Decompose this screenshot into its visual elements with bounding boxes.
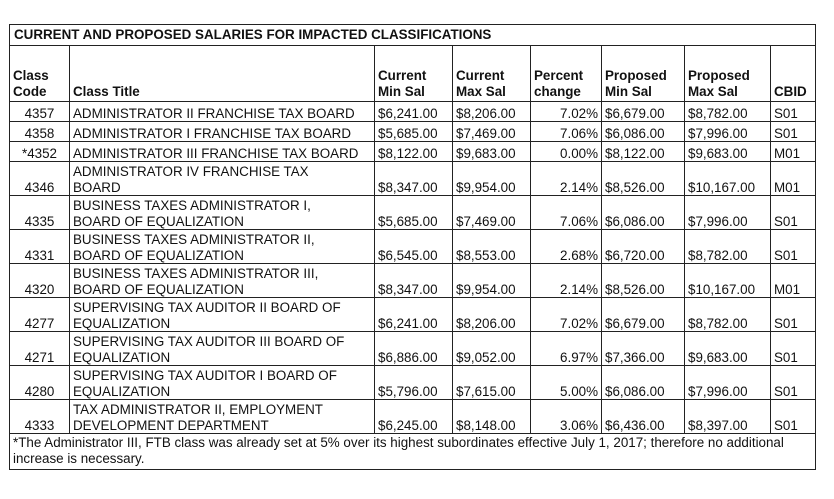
cell-proposed-min-sal: $8,526.00 bbox=[602, 264, 685, 298]
cell-cbid: S01 bbox=[771, 400, 816, 434]
table-title-row bbox=[10, 25, 816, 46]
cell-cbid: S01 bbox=[771, 122, 816, 142]
cell-percent-change: 0.00% bbox=[531, 142, 602, 162]
header-current-max-sal bbox=[453, 46, 531, 102]
cell-current-max-sal: $9,954.00 bbox=[453, 162, 531, 196]
header-line: Percent bbox=[534, 68, 584, 83]
footnote-row bbox=[10, 434, 816, 470]
header-line: Class Title bbox=[73, 83, 140, 99]
class-title-line: ADMINISTRATOR I FRANCHISE TAX BOARD bbox=[73, 125, 352, 141]
cell-current-min-sal: $8,122.00 bbox=[375, 142, 453, 162]
cell-proposed-max-sal: $7,996.00 bbox=[685, 366, 771, 400]
cell-class-title bbox=[70, 332, 375, 366]
class-title-line: ADMINISTRATOR III FRANCHISE TAX BOARD bbox=[73, 145, 359, 161]
cell-current-max-sal: $7,615.00 bbox=[453, 366, 531, 400]
cell-class-code: 4280 bbox=[10, 366, 70, 400]
cell-proposed-max-sal: $8,782.00 bbox=[685, 298, 771, 332]
class-title-line: ADMINISTRATOR II FRANCHISE TAX BOARD bbox=[73, 105, 355, 121]
cell-cbid: M01 bbox=[771, 142, 816, 162]
cell-cbid: M01 bbox=[771, 264, 816, 298]
cell-current-min-sal: $6,545.00 bbox=[375, 230, 453, 264]
cell-percent-change: 6.97% bbox=[531, 332, 602, 366]
cell-current-max-sal: $8,206.00 bbox=[453, 298, 531, 332]
cell-class-code: 4331 bbox=[10, 230, 70, 264]
cell-proposed-min-sal: $8,122.00 bbox=[602, 142, 685, 162]
cell-current-max-sal: $9,954.00 bbox=[453, 264, 531, 298]
cell-current-max-sal: $9,683.00 bbox=[453, 142, 531, 162]
cell-proposed-min-sal: $6,086.00 bbox=[602, 366, 685, 400]
salary-table bbox=[9, 24, 816, 470]
class-title-line: BOARD bbox=[73, 179, 121, 195]
header-class-title bbox=[70, 46, 375, 102]
header-line: Class bbox=[13, 68, 49, 83]
cell-current-min-sal: $6,886.00 bbox=[375, 332, 453, 366]
class-title-line: EQUALIZATION bbox=[73, 315, 171, 331]
class-title-line: SUPERVISING TAX AUDITOR I BOARD OF bbox=[73, 368, 337, 383]
cell-cbid: S01 bbox=[771, 102, 816, 122]
cell-cbid: S01 bbox=[771, 230, 816, 264]
class-title-line: BUSINESS TAXES ADMINISTRATOR II, bbox=[73, 232, 315, 247]
class-title-line: BOARD OF EQUALIZATION bbox=[73, 213, 244, 229]
cell-class-title bbox=[70, 230, 375, 264]
class-title-line: EQUALIZATION bbox=[73, 383, 171, 399]
header-line: CBID bbox=[774, 83, 807, 99]
header-line: Current bbox=[456, 68, 505, 83]
cell-percent-change: 2.14% bbox=[531, 264, 602, 298]
class-title-line: BUSINESS TAXES ADMINISTRATOR III, bbox=[73, 266, 319, 281]
cell-current-min-sal: $6,241.00 bbox=[375, 102, 453, 122]
class-title-line: BOARD OF EQUALIZATION bbox=[73, 281, 244, 297]
cell-proposed-max-sal: $8,782.00 bbox=[685, 102, 771, 122]
table-header-row bbox=[10, 46, 816, 102]
cell-proposed-max-sal: $8,397.00 bbox=[685, 400, 771, 434]
cell-class-title bbox=[70, 366, 375, 400]
cell-current-min-sal: $5,685.00 bbox=[375, 122, 453, 142]
header-proposed-max-sal bbox=[685, 46, 771, 102]
header-line: Min Sal bbox=[605, 83, 652, 99]
cell-class-title bbox=[70, 102, 375, 122]
class-title-line: BOARD OF EQUALIZATION bbox=[73, 247, 244, 263]
table-row bbox=[10, 400, 816, 434]
cell-class-title bbox=[70, 162, 375, 196]
header-current-min-sal bbox=[375, 46, 453, 102]
cell-proposed-max-sal: $10,167.00 bbox=[685, 162, 771, 196]
table-row bbox=[10, 102, 816, 122]
cell-proposed-min-sal: $6,720.00 bbox=[602, 230, 685, 264]
table-row bbox=[10, 142, 816, 162]
table-row bbox=[10, 230, 816, 264]
cell-class-title bbox=[70, 142, 375, 162]
header-line: Proposed bbox=[688, 68, 750, 83]
table-row bbox=[10, 366, 816, 400]
cell-class-title bbox=[70, 264, 375, 298]
cell-current-max-sal: $8,206.00 bbox=[453, 102, 531, 122]
cell-proposed-min-sal: $7,366.00 bbox=[602, 332, 685, 366]
cell-class-title bbox=[70, 196, 375, 230]
cell-class-title bbox=[70, 122, 375, 142]
table-row bbox=[10, 332, 816, 366]
cell-class-code: 4335 bbox=[10, 196, 70, 230]
cell-current-max-sal: $9,052.00 bbox=[453, 332, 531, 366]
class-title-line: EQUALIZATION bbox=[73, 349, 171, 365]
cell-percent-change: 2.14% bbox=[531, 162, 602, 196]
header-line: Code bbox=[13, 83, 47, 99]
header-line: Proposed bbox=[605, 68, 667, 83]
cell-proposed-min-sal: $6,436.00 bbox=[602, 400, 685, 434]
cell-percent-change: 7.02% bbox=[531, 298, 602, 332]
cell-class-code: 4333 bbox=[10, 400, 70, 434]
cell-class-code: *4352 bbox=[10, 142, 70, 162]
cell-current-max-sal: $7,469.00 bbox=[453, 196, 531, 230]
cell-class-title bbox=[70, 400, 375, 434]
cell-proposed-min-sal: $6,086.00 bbox=[602, 122, 685, 142]
cell-proposed-max-sal: $9,683.00 bbox=[685, 142, 771, 162]
header-cbid bbox=[771, 46, 816, 102]
cell-current-min-sal: $5,796.00 bbox=[375, 366, 453, 400]
cell-cbid: S01 bbox=[771, 332, 816, 366]
cell-proposed-max-sal: $9,683.00 bbox=[685, 332, 771, 366]
table-title: CURRENT AND PROPOSED SALARIES FOR IMPACTED CLASSIFICATIONS bbox=[10, 25, 816, 46]
header-line: change bbox=[534, 83, 581, 99]
cell-cbid: M01 bbox=[771, 162, 816, 196]
table-body bbox=[10, 102, 816, 434]
cell-current-min-sal: $6,245.00 bbox=[375, 400, 453, 434]
cell-cbid: S01 bbox=[771, 366, 816, 400]
cell-class-code: 4271 bbox=[10, 332, 70, 366]
cell-proposed-max-sal: $10,167.00 bbox=[685, 264, 771, 298]
table-row bbox=[10, 122, 816, 142]
cell-proposed-min-sal: $6,086.00 bbox=[602, 196, 685, 230]
class-title-line: SUPERVISING TAX AUDITOR II BOARD OF bbox=[73, 300, 341, 315]
cell-current-min-sal: $6,241.00 bbox=[375, 298, 453, 332]
header-class-code bbox=[10, 46, 70, 102]
cell-percent-change: 5.00% bbox=[531, 366, 602, 400]
cell-percent-change: 7.06% bbox=[531, 196, 602, 230]
cell-current-max-sal: $8,148.00 bbox=[453, 400, 531, 434]
cell-proposed-max-sal: $7,996.00 bbox=[685, 122, 771, 142]
cell-current-min-sal: $8,347.00 bbox=[375, 162, 453, 196]
header-proposed-min-sal bbox=[602, 46, 685, 102]
cell-proposed-max-sal: $7,996.00 bbox=[685, 196, 771, 230]
salary-table-container bbox=[9, 24, 816, 470]
cell-cbid: S01 bbox=[771, 298, 816, 332]
cell-proposed-max-sal: $8,782.00 bbox=[685, 230, 771, 264]
cell-current-min-sal: $8,347.00 bbox=[375, 264, 453, 298]
cell-percent-change: 7.02% bbox=[531, 102, 602, 122]
table-row bbox=[10, 162, 816, 196]
header-line: Max Sal bbox=[456, 83, 506, 99]
header-line: Min Sal bbox=[378, 83, 425, 99]
cell-current-max-sal: $7,469.00 bbox=[453, 122, 531, 142]
cell-class-code: 4346 bbox=[10, 162, 70, 196]
cell-percent-change: 2.68% bbox=[531, 230, 602, 264]
cell-proposed-min-sal: $6,679.00 bbox=[602, 298, 685, 332]
cell-class-code: 4358 bbox=[10, 122, 70, 142]
header-percent-change bbox=[531, 46, 602, 102]
table-row bbox=[10, 196, 816, 230]
cell-percent-change: 7.06% bbox=[531, 122, 602, 142]
cell-current-min-sal: $5,685.00 bbox=[375, 196, 453, 230]
class-title-line: TAX ADMINISTRATOR II, EMPLOYMENT bbox=[73, 402, 323, 417]
cell-cbid: S01 bbox=[771, 196, 816, 230]
class-title-line: ADMINISTRATOR IV FRANCHISE TAX bbox=[73, 164, 309, 179]
header-line: Max Sal bbox=[688, 83, 738, 99]
class-title-line: DEVELOPMENT DEPARTMENT bbox=[73, 417, 269, 433]
class-title-line: SUPERVISING TAX AUDITOR III BOARD OF bbox=[73, 334, 345, 349]
table-row bbox=[10, 264, 816, 298]
class-title-line: BUSINESS TAXES ADMINISTRATOR I, bbox=[73, 198, 311, 213]
cell-class-code: 4320 bbox=[10, 264, 70, 298]
cell-class-code: 4357 bbox=[10, 102, 70, 122]
table-row bbox=[10, 298, 816, 332]
cell-class-title bbox=[70, 298, 375, 332]
cell-percent-change: 3.06% bbox=[531, 400, 602, 434]
cell-proposed-min-sal: $8,526.00 bbox=[602, 162, 685, 196]
header-line: Current bbox=[378, 68, 427, 83]
cell-class-code: 4277 bbox=[10, 298, 70, 332]
cell-current-max-sal: $8,553.00 bbox=[453, 230, 531, 264]
footnote: *The Administrator III, FTB class was already set at 5% over its highest subordinates effective July 1, 2017; therefore no additional increase is necessary. bbox=[10, 434, 816, 470]
cell-proposed-min-sal: $6,679.00 bbox=[602, 102, 685, 122]
